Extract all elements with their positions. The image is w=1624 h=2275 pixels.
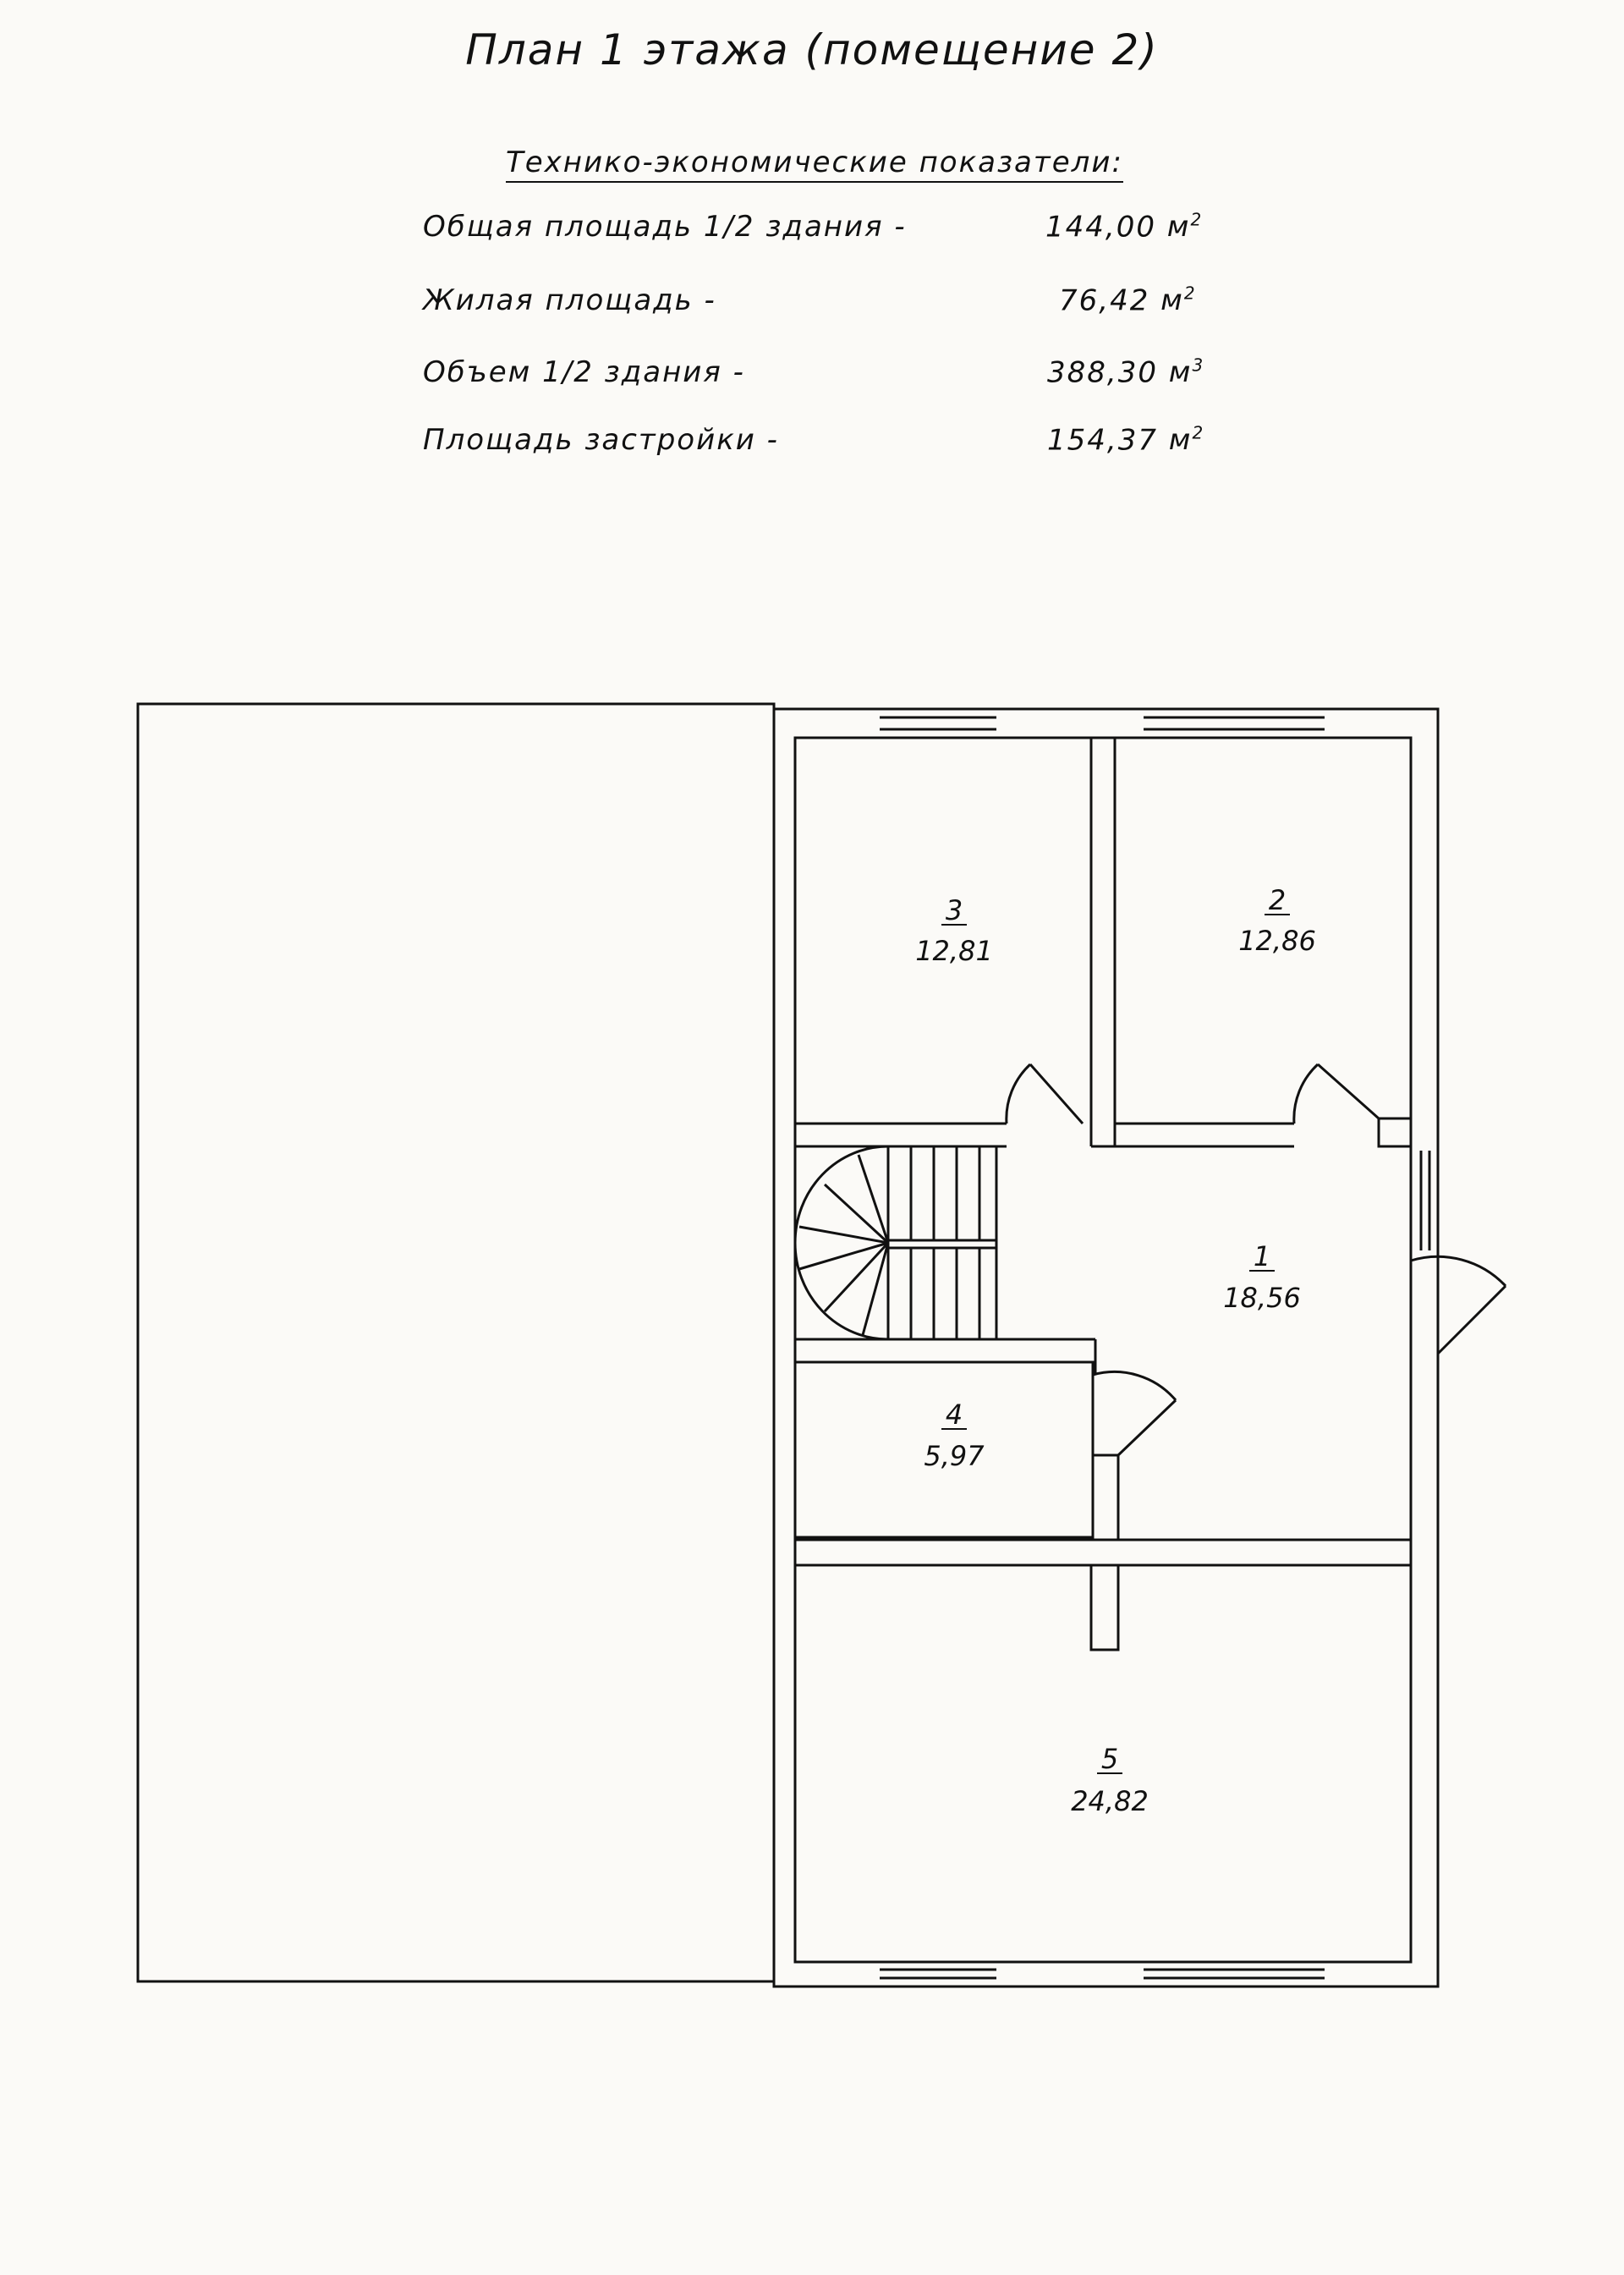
door-room-3 [1007, 1064, 1083, 1124]
room-label-3 [915, 894, 993, 967]
window-top-right [1144, 717, 1325, 729]
wall-stub [1091, 1565, 1118, 1650]
window-top-left [880, 717, 996, 729]
room-number: 1 [1253, 1240, 1271, 1272]
window-right [1421, 1151, 1429, 1250]
room-label-1 [1223, 1240, 1301, 1314]
indicator-label: Общая площадь 1/2 здания - [423, 210, 907, 244]
room-number: 5 [1100, 1743, 1119, 1775]
room-area: 18,56 [1223, 1282, 1301, 1314]
room-area: 24,82 [1071, 1785, 1149, 1817]
indicator-value: 144,00 $м^2$ [1045, 210, 1204, 245]
stair-steps [911, 1146, 979, 1339]
door-room-4 [1093, 1371, 1176, 1455]
room-area: 5,97 [924, 1440, 985, 1472]
window-bottom-right [1144, 1970, 1325, 1978]
window-bottom-left [880, 1970, 996, 1978]
room-number: 2 [1268, 884, 1287, 916]
wall-pier [1379, 1118, 1411, 1146]
room-number: 3 [945, 894, 963, 926]
indicator-label: Объем 1/2 здания - [423, 355, 745, 389]
room-area: 12,86 [1238, 925, 1316, 957]
door-room-2 [1294, 1064, 1379, 1124]
indicators-heading: Технико-экономические показатели: [506, 146, 1123, 183]
indicator-label: Площадь застройки - [423, 423, 779, 457]
indicator-value: 154,37 $м^2$ [1047, 423, 1205, 458]
page-title: План 1 этажа (помещение 2) [465, 25, 1159, 74]
indicator-label: Жилая площадь - [423, 283, 716, 317]
room-label-4 [924, 1399, 985, 1472]
indicator-value: 388,30 $м^3$ [1047, 355, 1205, 390]
indicator-value: 76,42 $м^2$ [1059, 283, 1197, 318]
room-area: 12,81 [915, 935, 993, 967]
winder-stair [795, 1146, 888, 1339]
inner-wall-outline [795, 738, 1411, 1962]
room-number: 4 [945, 1399, 963, 1431]
room-label-2 [1238, 884, 1316, 957]
adjacent-unit-outline [138, 704, 774, 1981]
room-label-5 [1071, 1743, 1149, 1817]
entrance-door [1411, 1256, 1506, 1354]
